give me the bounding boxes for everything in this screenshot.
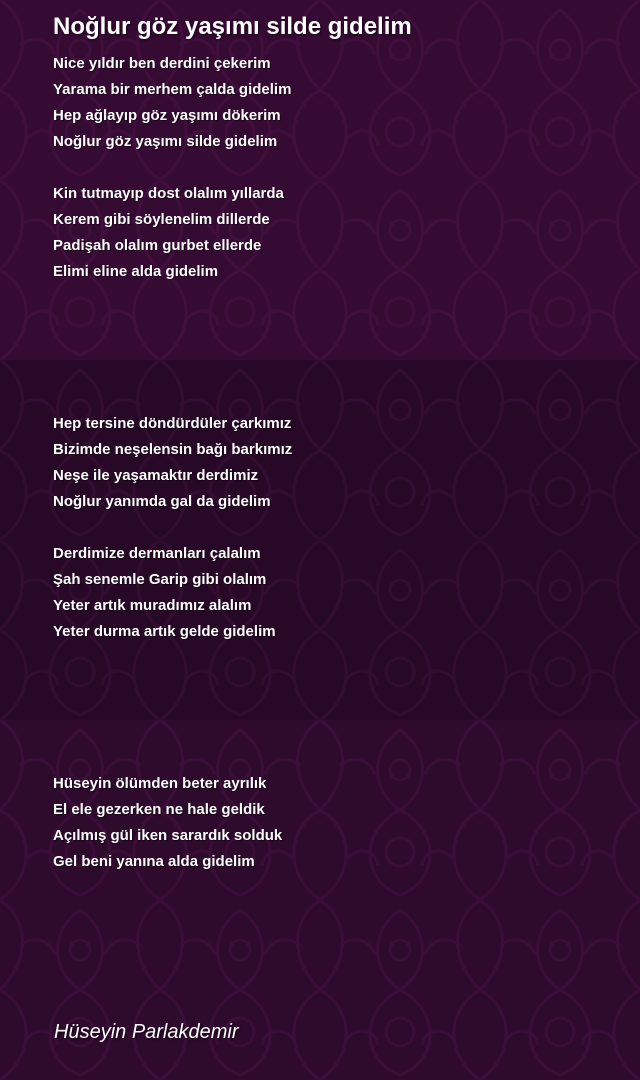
poem-author: Hüseyin Parlakdemir [54, 1021, 239, 1043]
poem-title: Noğlur göz yaşımı silde gidelim [53, 13, 412, 40]
poem-line: Yeter durma artık gelde gidelim [53, 623, 276, 640]
poem-line: Yarama bir merhem çalda gidelim [53, 81, 292, 98]
poem-line: Noğlur göz yaşımı silde gidelim [53, 133, 278, 150]
poem-line: Noğlur yanımda gal da gidelim [53, 493, 271, 510]
stanza-4 [53, 541, 276, 645]
poem-line: Nice yıldır ben derdini çekerim [53, 55, 271, 72]
poem-line: Kin tutmayıp dost olalım yıllarda [53, 185, 284, 202]
stanza-1 [53, 51, 291, 155]
stanza-5 [53, 771, 282, 875]
poem-line: Neşe ile yaşamaktır derdimiz [53, 467, 259, 484]
poem-line: Bizimde neşelensin bağı barkımız [53, 441, 293, 458]
poem-line: Hep ağlayıp göz yaşımı dökerim [53, 107, 281, 124]
poem-line: El ele gezerken ne hale geldik [53, 801, 265, 818]
poem-line: Derdimize dermanları çalalım [53, 545, 261, 562]
poem-line: Hep tersine döndürdüler çarkımız [53, 415, 292, 432]
stanza-3 [53, 411, 292, 515]
poem-line: Padişah olalım gurbet ellerde [53, 237, 262, 254]
poem-line: Hüseyin ölümden beter ayrılık [53, 775, 267, 792]
poem-line: Elimi eline alda gidelim [53, 263, 219, 280]
stanza-2 [53, 181, 284, 285]
poem-line: Kerem gibi söylenelim dillerde [53, 211, 270, 228]
poem-line: Şah senemle Garip gibi olalım [53, 571, 267, 588]
poem-line: Açılmış gül iken sarardık solduk [53, 827, 283, 844]
poem-line: Gel beni yanına alda gidelim [53, 853, 255, 870]
poem-line: Yeter artık muradımız alalım [53, 597, 252, 614]
